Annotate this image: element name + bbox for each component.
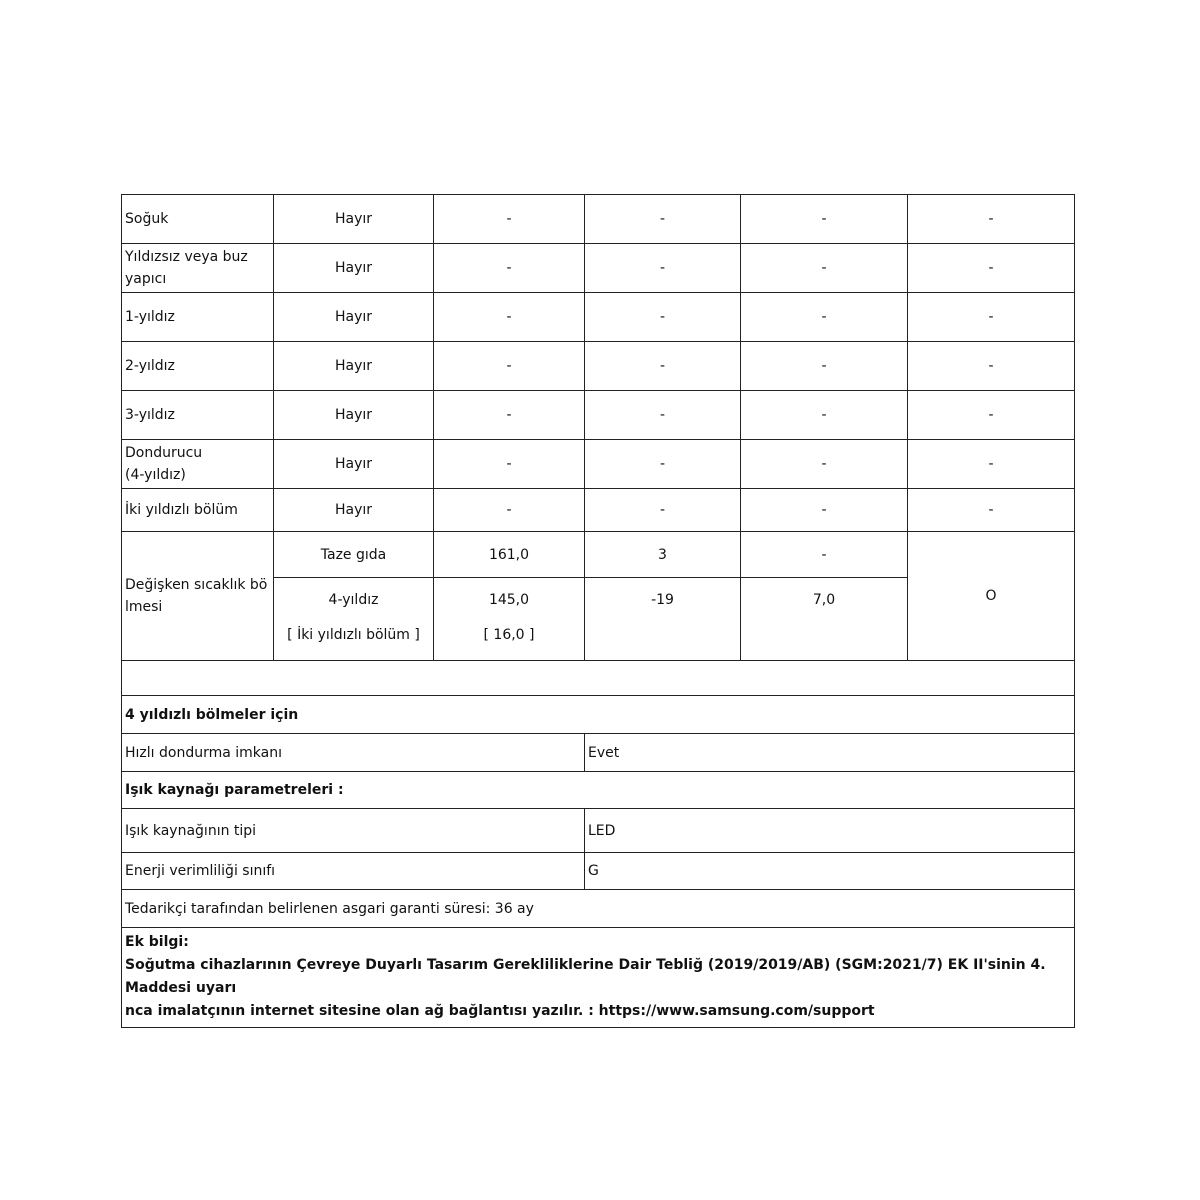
row-cell: - [585,244,741,293]
row-cell: - [434,342,585,391]
energy-class-label: Enerji verimliliği sınıfı [122,853,585,890]
row-cell: - [741,391,908,440]
variable-volume: 145,0 [434,578,585,622]
fast-freeze-label: Hızlı dondurma imkanı [122,734,585,772]
variable-label: Değişken sıcaklık bö lmesi [122,532,274,661]
row-cell: - [585,489,741,532]
row-2-yildiz [122,342,1075,391]
energy-class-value: G [585,853,1075,890]
variable-type: 4-yıldız [274,578,434,622]
variable-capacity: 7,0 [741,578,908,661]
row-1-yildiz [122,293,1075,342]
fast-freeze-value: Evet [585,734,1075,772]
row-cell: - [434,293,585,342]
row-yildizsiz [122,244,1075,293]
row-cell: - [585,440,741,489]
light-header: Işık kaynağı parametreleri : [122,772,1075,809]
row-cell: - [434,489,585,532]
row-cell: - [908,342,1075,391]
spec-table [121,194,1075,1028]
row-label-line2: (4-yıldız) [125,467,186,483]
row-cell: - [908,195,1075,244]
extra-info-row [122,928,1075,1028]
light-header-row [122,772,1075,809]
row-cell: - [434,244,585,293]
row-cell: - [741,195,908,244]
row-label: 3-yıldız [122,391,274,440]
variable-temp: 3 [585,532,741,578]
extra-info-line2: nca imalatçının internet sitesine olan ağ bağlantısı yazılır. : https://www.samsung.com/support [125,1003,875,1019]
row-label: Soğuk [122,195,274,244]
energy-class-row [122,853,1075,890]
variable-temp: -19 [585,578,741,661]
row-value: Hayır [274,244,434,293]
fast-freeze-row [122,734,1075,772]
warranty-text: Tedarikçi tarafından belirlenen asgari garanti süresi: 36 ay [122,890,1075,928]
row-label: İki yıldızlı bölüm [122,489,274,532]
four-star-header: 4 yıldızlı bölmeler için [122,696,1075,734]
row-label: Yıldızsız veya buz yapıcı [122,244,274,293]
variable-mark: O [908,532,1075,661]
row-cell: - [908,489,1075,532]
row-cell: - [908,244,1075,293]
row-value: Hayır [274,342,434,391]
row-label-line1: Dondurucu [125,445,203,461]
row-cell: - [741,489,908,532]
light-type-label: Işık kaynağının tipi [122,809,585,853]
row-value: Hayır [274,489,434,532]
empty-row [122,661,1075,696]
four-star-header-row [122,696,1075,734]
row-cell: - [741,440,908,489]
row-cell: - [741,244,908,293]
variable-type-sub: [ İki yıldızlı bölüm ] [274,622,434,661]
row-label: 2-yıldız [122,342,274,391]
row-label: 1-yıldız [122,293,274,342]
extra-info-title: Ek bilgi: [125,934,189,950]
row-cell: - [908,293,1075,342]
row-cell: - [741,293,908,342]
row-value: Hayır [274,391,434,440]
row-iki-yildizli [122,489,1075,532]
row-value: Hayır [274,195,434,244]
row-cell: - [741,342,908,391]
row-3-yildiz [122,391,1075,440]
row-cell: - [434,195,585,244]
variable-volume-sub: [ 16,0 ] [434,622,585,661]
row-dondurucu [122,440,1075,489]
extra-info-line1: Soğutma cihazlarının Çevreye Duyarlı Tasarım Gerekliliklerine Dair Tebliğ (2019/2019/AB) (SGM:2021/7) EK II'sinin 4. Maddesi uyarı [125,957,1046,996]
row-value: Hayır [274,293,434,342]
row-cell: - [585,293,741,342]
row-value: Hayır [274,440,434,489]
row-variable-1 [122,532,1075,578]
extra-info [122,928,1075,1028]
row-cell: - [585,195,741,244]
light-type-row [122,809,1075,853]
row-cell: - [908,391,1075,440]
variable-type: Taze gıda [274,532,434,578]
row-label [122,440,274,489]
light-type-value: LED [585,809,1075,853]
variable-volume: 161,0 [434,532,585,578]
empty-cell [122,661,1075,696]
row-soguk [122,195,1075,244]
warranty-row [122,890,1075,928]
row-cell: - [434,391,585,440]
row-cell: - [434,440,585,489]
row-cell: - [585,342,741,391]
row-cell: - [908,440,1075,489]
row-cell: - [585,391,741,440]
variable-capacity: - [741,532,908,578]
